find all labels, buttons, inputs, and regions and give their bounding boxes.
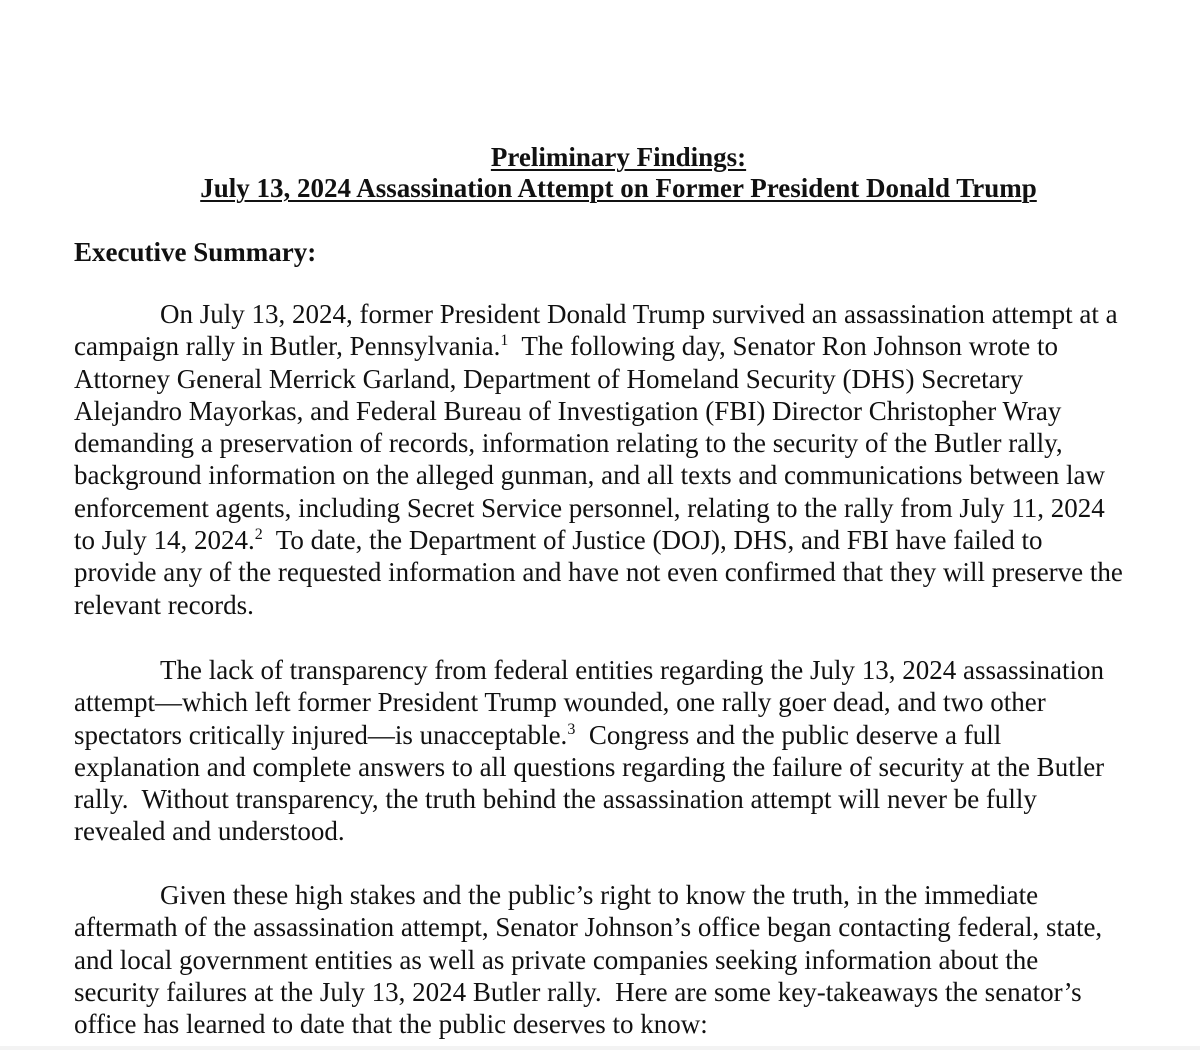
paragraph-line: campaign rally in Butler, Pennsylvania.$^1$ The following day, Senator Ron Johnson wrote to xyxy=(74,331,1059,362)
section-heading-executive-summary: Executive Summary: xyxy=(74,237,317,267)
paragraph-line: rally. Without transparency, the truth behind the assassination attempt will never be fully xyxy=(74,784,1037,815)
paragraph-line: Attorney General Merrick Garland, Department of Homeland Security (DHS) Secretary xyxy=(74,363,1024,394)
footnote-ref-2: 2 xyxy=(254,526,263,544)
footnote-ref-3: 3 xyxy=(567,720,576,738)
paragraph-line: The lack of transparency from federal entities regarding the July 13, 2024 assassination xyxy=(160,655,1104,685)
paragraph-line: and local government entities as well as private companies seeking information about the xyxy=(74,944,1039,975)
paragraph-line: Alejandro Mayorkas, and Federal Bureau of Investigation (FBI) Director Christopher Wray xyxy=(74,395,1062,426)
paragraph-line: On July 13, 2024, former President Donald Trump survived an assassination attempt at a xyxy=(160,299,1118,329)
paragraph-line: revealed and understood. xyxy=(74,816,345,847)
paragraph-line: security failures at the July 13, 2024 Butler rally. Here are some key-takeaways the senator’s xyxy=(74,976,1082,1007)
title-line-2: July 13, 2024 Assassination Attempt on Former President Donald Trump xyxy=(200,173,1037,203)
document-title xyxy=(0,142,1200,204)
paragraph-line: explanation and complete answers to all questions regarding the failure of security at the Butler xyxy=(74,751,1105,782)
paragraph-line: enforcement agents, including Secret Service personnel, relating to the rally from July 11, 2024 xyxy=(74,492,1105,523)
page-bottom-edge xyxy=(0,1046,1200,1050)
footnote-ref-1: 1 xyxy=(500,332,509,350)
paragraph-line: Given these high stakes and the public’s right to know the truth, in the immediate xyxy=(160,880,1039,910)
paragraph-line: spectators critically injured—is unacceptable.$^3$ Congress and the public deserve a full xyxy=(74,719,1002,750)
paragraph-line: attempt—which left former President Trump wounded, one rally goer dead, and two other xyxy=(74,687,1046,718)
paragraph-line: background information on the alleged gunman, and all texts and communications between law xyxy=(74,460,1105,491)
paragraph-1 xyxy=(74,298,1184,621)
paragraph-line: provide any of the requested information and have not even confirmed that they will preserve the xyxy=(74,557,1123,588)
paragraph-3 xyxy=(74,879,1184,1040)
paragraph-line: office has learned to date that the public deserves to know: xyxy=(74,1009,708,1040)
paragraph-line: demanding a preservation of records, information relating to the security of the Butler rally, xyxy=(74,428,1063,459)
paragraph-line: aftermath of the assassination attempt, Senator Johnson’s office began contacting federal, state, xyxy=(74,912,1103,943)
paragraph-line: relevant records. xyxy=(74,589,254,620)
paragraph-line: to July 14, 2024.$^2$ To date, the Department of Justice (DOJ), DHS, and FBI have failed to xyxy=(74,525,1043,556)
title-line-1: Preliminary Findings: xyxy=(490,142,747,172)
paragraph-2 xyxy=(74,654,1184,848)
